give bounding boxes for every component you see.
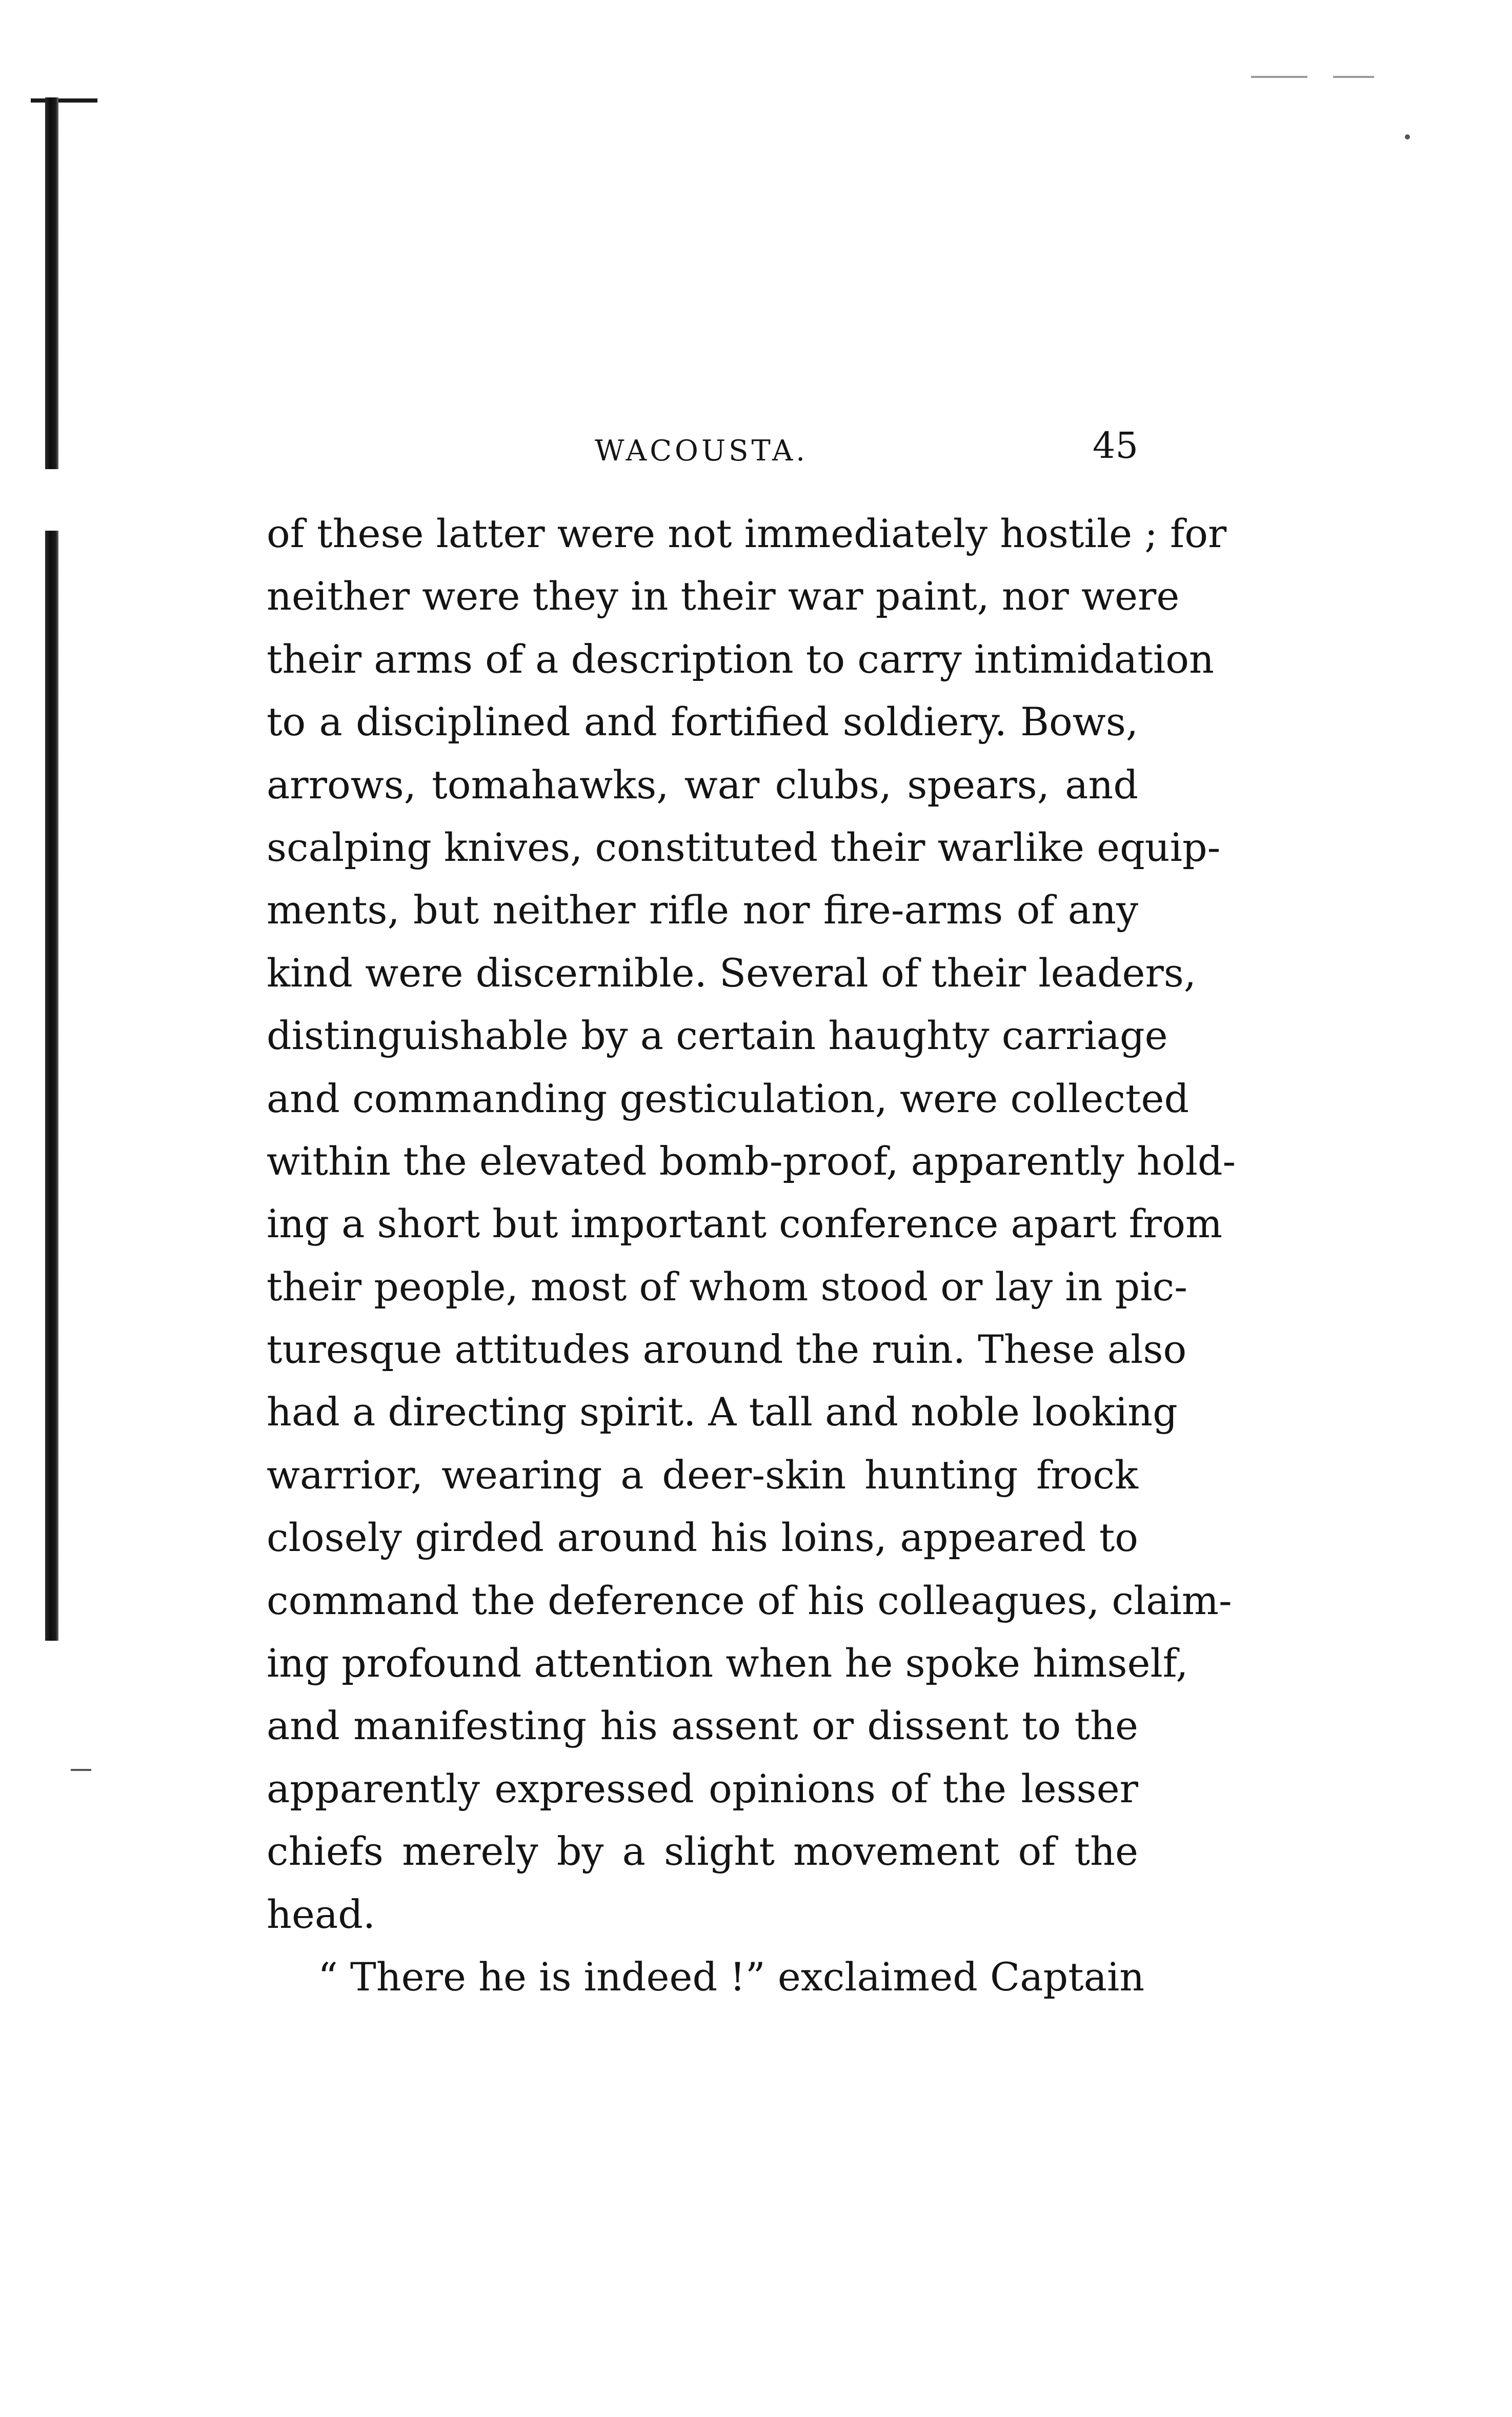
text-line: ing profound attention when he spoke himself, [267, 1640, 1188, 1686]
text-line: neither were they in their war paint, nor were [267, 573, 1180, 619]
binding-edge [45, 97, 58, 1641]
text-line: of these latter were not immediately hostile ; for [267, 511, 1227, 556]
scan-speck [1405, 134, 1410, 139]
running-head [267, 420, 1138, 477]
text-line: closely girded around his loins, appeared to [267, 1515, 1138, 1561]
text-line: within the elevated bomb-proof, apparently hold- [267, 1138, 1236, 1184]
scan-mark [1251, 76, 1307, 78]
page-number: 45 [1092, 425, 1138, 467]
binding-edge-top [31, 98, 97, 103]
text-line: scalping knives, constituted their warlike equip- [267, 824, 1221, 870]
text-line: had a directing spirit. A tall and noble looking [267, 1389, 1178, 1435]
text-line: and commanding gesticulation, were collected [267, 1075, 1190, 1121]
text-line: apparently expressed opinions of the lesser [267, 1765, 1138, 1811]
text-line: turesque attitudes around the ruin. These also [267, 1326, 1187, 1373]
paragraph [267, 502, 1236, 1946]
text-line: command the deference of his colleagues, claim- [267, 1577, 1232, 1623]
text-line: distinguishable by a certain haughty carriage [267, 1013, 1168, 1059]
running-title: WACOUSTA. [595, 434, 809, 468]
text-line: ing a short but important conference apart from [267, 1201, 1223, 1247]
text-line: their arms of a description to carry intimidation [267, 636, 1214, 682]
scan-speck [71, 1769, 91, 1771]
text-line: their people, most of whom stood or lay in pic- [267, 1263, 1187, 1310]
text-line: warrior, wearing a deer-skin hunting frock [267, 1452, 1138, 1498]
text-line: chiefs merely by a slight movement of the [267, 1828, 1138, 1875]
text-line: to a disciplined and fortified soldiery. Bows, [267, 699, 1138, 745]
text-line: “ There he is indeed !” exclaimed Captain [318, 1953, 1145, 2000]
paragraph [267, 1946, 1145, 2008]
text-line: kind were discernible. Several of their leaders, [267, 950, 1197, 996]
text-line: arrows, tomahawks, war clubs, spears, and [267, 761, 1138, 808]
scan-mark [1333, 76, 1374, 78]
text-line: head. [267, 1891, 376, 1937]
body-text [267, 502, 1236, 2008]
binding-edge-gap [43, 469, 62, 531]
text-line: and manifesting his assent or dissent to the [267, 1703, 1138, 1749]
text-line: ments, but neither rifle nor fire-arms of any [267, 887, 1138, 933]
